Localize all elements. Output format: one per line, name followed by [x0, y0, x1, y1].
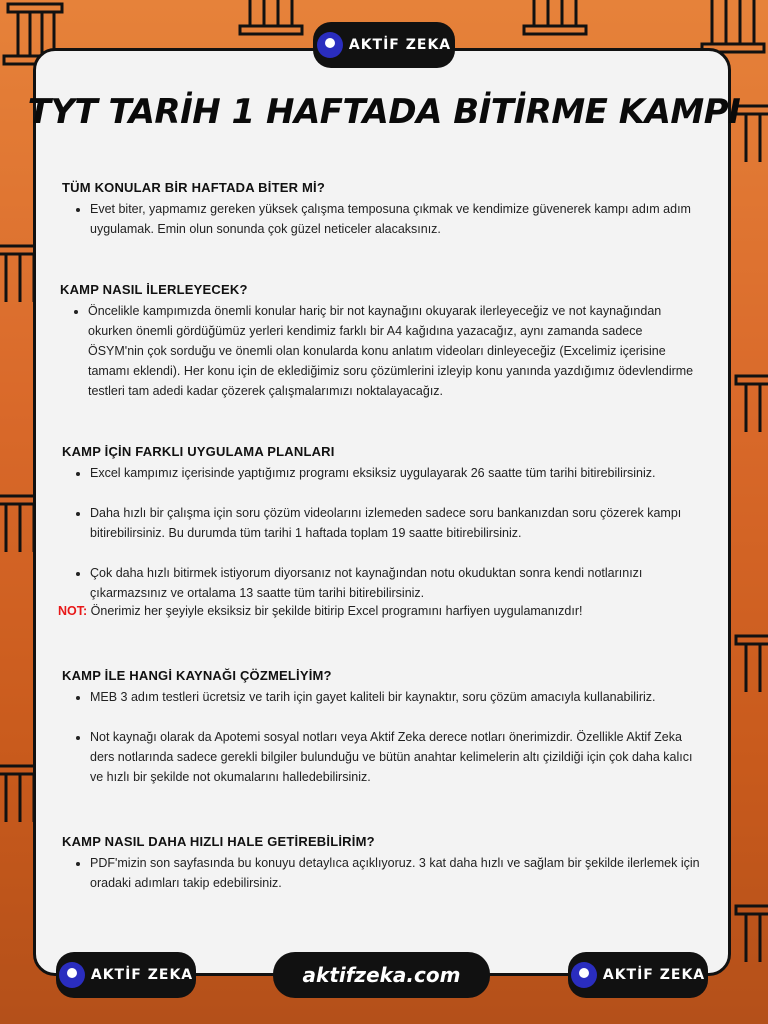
note [58, 601, 702, 621]
list-item: • Çok daha hızlı bitirmek istiyorum diyorsanız not kaynağından notu okuduktan sonra kendi notlarınızı çıkarmazsınız ve ortalama 13 saatte tüm tarihi bitirebilirsiniz. [90, 563, 702, 603]
note-text: Önerimiz her şeyiyle eksiksiz bir şekilde bitirip Excel programını harfiyen uygulamanızdır! [87, 604, 583, 618]
bullet-list [62, 463, 702, 603]
brand-logo-bottom-right [568, 952, 708, 998]
brain-logo-icon [571, 962, 597, 988]
pillar-icon [730, 900, 768, 970]
bullet-list [62, 199, 702, 239]
website-link[interactable]: aktifzeka.com [273, 952, 490, 998]
section-3 [58, 444, 702, 621]
section-heading: KAMP NASIL İLERLEYECEK? [60, 282, 248, 297]
brand-logo-top [313, 22, 455, 68]
bullet-list [62, 687, 702, 787]
page-title: TYT TARİH 1 HAFTADA BİTİRME KAMPI [27, 92, 741, 132]
section-1 [62, 180, 702, 239]
section-heading: TÜM KONULAR BİR HAFTADA BİTER Mİ? [62, 180, 325, 195]
bullet-list [60, 301, 700, 401]
list-item: • MEB 3 adım testleri ücretsiz ve tarih için gayet kaliteli bir kaynaktır, soru çözüm amacıyla kullanabiliriz. [90, 687, 702, 707]
brain-logo-icon [59, 962, 85, 988]
bullet-list [62, 853, 702, 893]
section-heading: KAMP NASIL DAHA HIZLI HALE GETİREBİLİRİM? [62, 834, 375, 849]
section-heading: KAMP İLE HANGİ KAYNAĞI ÇÖZMELİYİM? [62, 668, 332, 683]
pillar-icon [520, 0, 590, 52]
pillar-icon [730, 630, 768, 700]
list-item: • Daha hızlı bir çalışma için soru çözüm videolarını izlemeden sadece soru bankanızdan soru çözerek kampı bitirebilirsiniz. Bu durumda tüm tarihi 1 haftada toplam 19 saatte bitirebilirsiniz. [90, 503, 702, 543]
note-label: NOT: [58, 604, 88, 618]
section-5 [62, 834, 702, 893]
section-heading: KAMP İÇİN FARKLI UYGULAMA PLANLARI [62, 444, 335, 459]
brain-logo-icon [317, 32, 343, 58]
list-item: • Evet biter, yapmamız gereken yüksek çalışma temposuna çıkmak ve kendimize güvenerek kampı adım adım uygulamak. Emin olun sonunda çok güzel neticeler alacaksınız. [90, 199, 702, 239]
pillar-icon [236, 0, 306, 52]
list-item: • Öncelikle kampımızda önemli konular hariç bir not kaynağını okuyarak ilerleyeceğiz ve not kaynağından okurken önemli gördüğümüz yerleri kendimiz farklı bir A4 kağıdına yazacağız, aynı zamanda sadece ÖSYM'nin çok sorduğu ve önemli olan konularda konu anlatım videoları dinleyeceğiz (Excelimiz içerisine tamamı eklendi). Her konu için de eklediğimiz soru çözümlerini izleyip konu yanında yazdığımız ödevlendirme testleri tam adedi kadar çözerek çalışmalarımızı noktalayacağız. [88, 301, 700, 401]
list-item: • Not kaynağı olarak da Apotemi sosyal notları veya Aktif Zeka derece notları önerimizdir. Özellikle Aktif Zeka ders notlarında sadece gerekli bilgiler bulunduğu ve bütün anahtar kelimelerin altı çizildiği için çok daha kalıcı ve hızlı bir şekilde not okumalarını halledebilirsiniz. [90, 727, 702, 787]
list-item: • Excel kampımız içerisinde yaptığımız programı eksiksiz uygulayarak 26 saatte tüm tarihi bitirebilirsiniz. [90, 463, 702, 483]
brand-name: AKTİF ZEKA [348, 37, 452, 53]
list-item: • PDF'mizin son sayfasında bu konuyu detaylıca açıklıyoruz. 3 kat daha hızlı ve sağlam bir şekilde ilerlemek için oradaki adımları takip edebilirsiniz. [90, 853, 702, 893]
section-2 [60, 282, 700, 401]
section-4 [62, 668, 702, 787]
brand-name: AKTİF ZEKA [90, 967, 194, 983]
brand-logo-bottom-left [56, 952, 196, 998]
pillar-icon [730, 370, 768, 440]
brand-name: AKTİF ZEKA [602, 967, 706, 983]
